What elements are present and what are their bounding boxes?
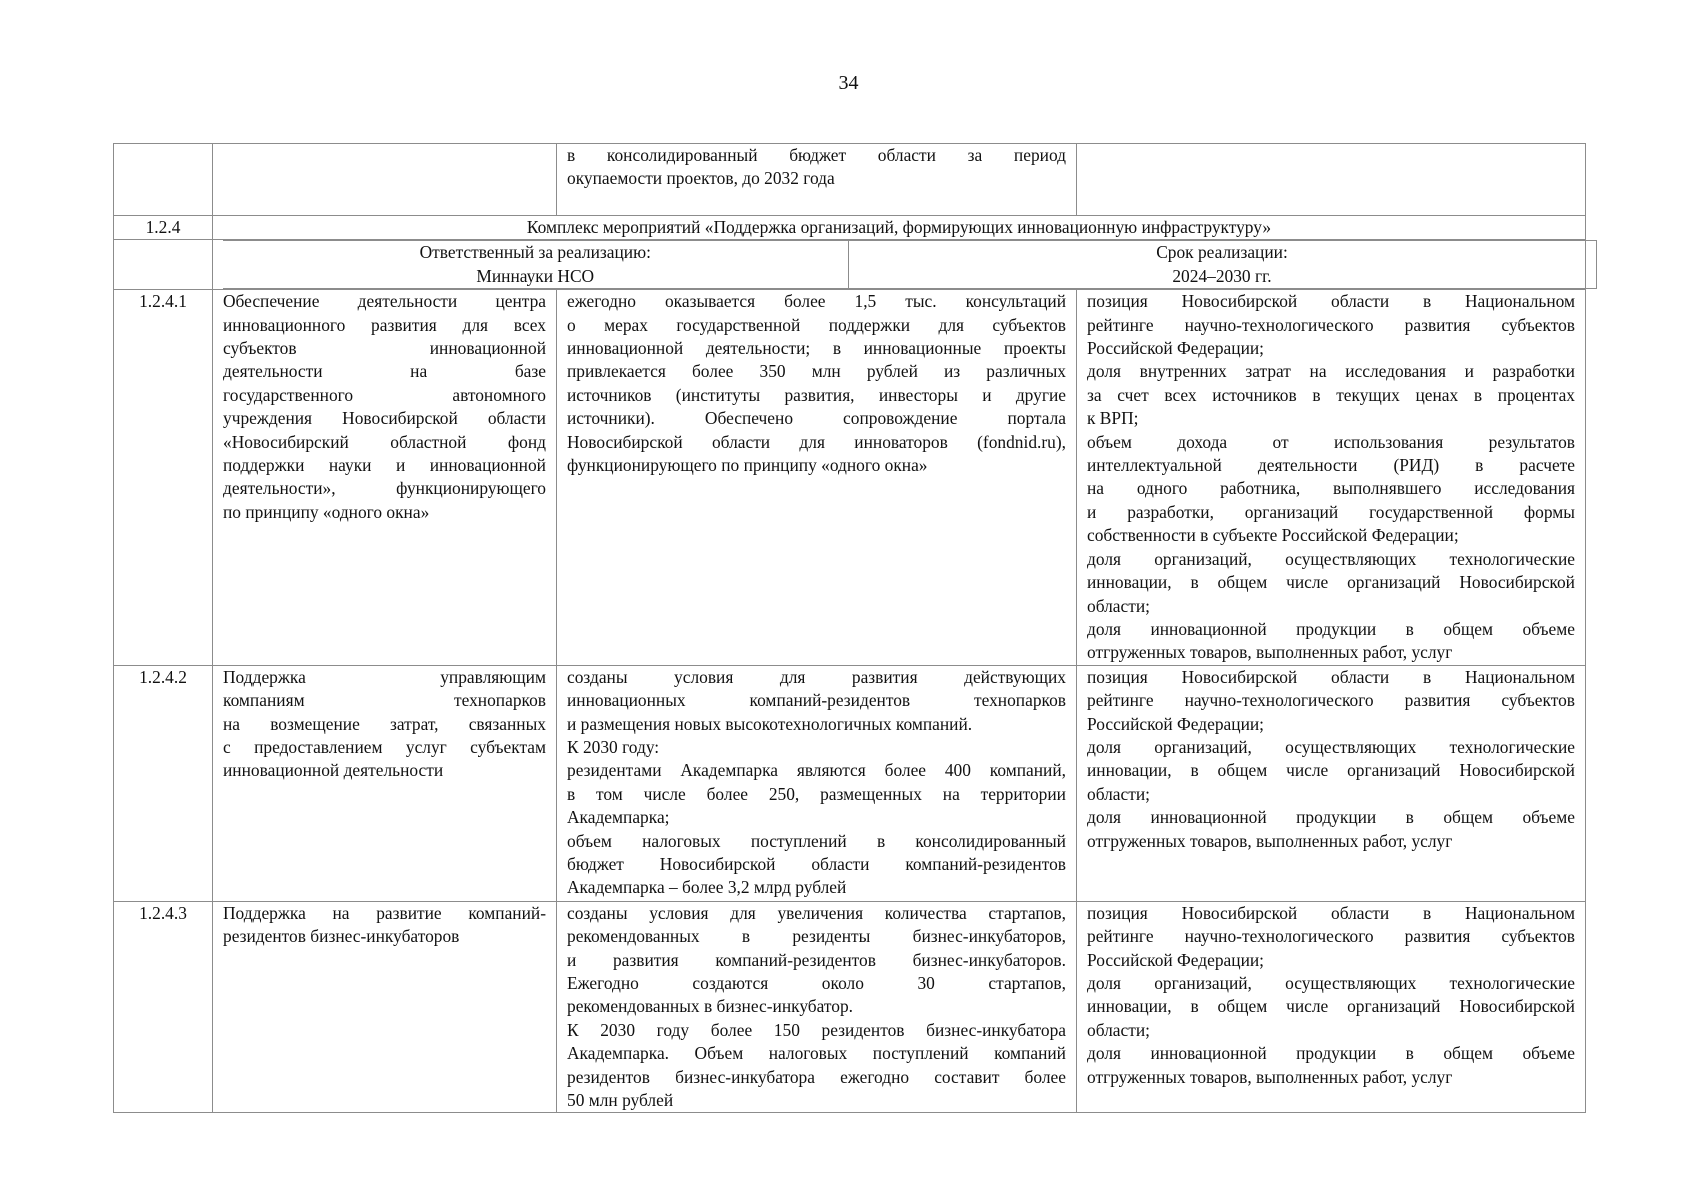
text-line: доля инновационной продукции в общем объеме [1087, 1043, 1575, 1064]
text-line: К 2030 году: [567, 736, 660, 757]
text-line: инновации, в общем числе организаций Новосибирской [1087, 572, 1575, 593]
text-line: окупаемости проектов, до 2032 года [567, 168, 835, 189]
page-number: 34 [838, 72, 859, 94]
text-line: резидентов бизнес-инкубатора ежегодно составит более [567, 1066, 1066, 1087]
section-number: 1.2.4 [114, 216, 213, 240]
text-line: Поддержка на развитие компаний- [223, 902, 546, 923]
num-cell [114, 144, 213, 216]
name-cell [213, 290, 557, 666]
table-row [114, 901, 1586, 1113]
text-line: отгруженных товаров, выполненных работ, услуг [1087, 642, 1453, 663]
text-line: рейтинге научно-технологического развития субъектов [1087, 314, 1575, 335]
text-line: бюджет Новосибирской области компаний-резидентов [567, 853, 1066, 874]
text-line: объем налоговых поступлений в консолидированный [567, 830, 1066, 851]
text-line: отгруженных товаров, выполненных работ, услуг [1087, 830, 1453, 851]
text-line: 50 млн рублей [567, 1089, 674, 1110]
text-line: области; [1087, 783, 1150, 804]
text-line: о мерах государственной поддержки для субъектов [567, 314, 1066, 335]
section-title: Комплекс мероприятий «Поддержка организаций, формирующих инновационную инфраструктуру» [213, 216, 1586, 240]
text-line: по принципу «одного окна» [223, 501, 430, 522]
row-number: 1.2.4.2 [114, 665, 213, 901]
text-line: Поддержка управляющим [223, 666, 546, 687]
text-line: доля внутренних затрат на исследования и разработки [1087, 361, 1575, 382]
indicators-cell [1077, 665, 1586, 901]
text-line: Обеспечение деятельности центра [223, 291, 546, 312]
responsible-block [223, 241, 848, 289]
text-line: К 2030 году более 150 резидентов бизнес-инкубатора [567, 1019, 1066, 1040]
result-cell [557, 665, 1077, 901]
text-line: собственности в субъекте Российской Федерации; [1087, 525, 1459, 546]
text-line: Российской Федерации; [1087, 949, 1265, 970]
measures-table [113, 143, 1586, 1113]
text-line: доля организаций, осуществляющих технологические [1087, 736, 1575, 757]
responsible-subtable [223, 240, 1597, 289]
text-line: Академпарка; [567, 807, 670, 828]
text-line: учреждения Новосибирской области [223, 408, 546, 429]
text-line: инновации, в общем числе организаций Новосибирской [1087, 760, 1575, 781]
text-line: созданы условия для увеличения количества стартапов, [567, 902, 1066, 923]
text-line: Российской Федерации; [1087, 338, 1265, 359]
indicators-cell [1077, 901, 1586, 1113]
text-line: с предоставлением услуг субъектам [223, 736, 546, 757]
text-line: доля организаций, осуществляющих технологические [1087, 972, 1575, 993]
text-line: позиция Новосибирской области в Национальном [1087, 666, 1575, 687]
responsible-label: Ответственный за реализацию: [419, 242, 651, 263]
text-line: субъектов инновационной [223, 338, 546, 359]
text-line: ежегодно оказывается более 1,5 тыс. консультаций [567, 291, 1066, 312]
text-line: на возмещение затрат, связанных [223, 713, 546, 734]
table-row [114, 665, 1586, 901]
text-line: привлекается более 350 млн рублей из различных [567, 361, 1066, 382]
text-line: на одного работника, выполнявшего исследования [1087, 478, 1575, 499]
term-label: Срок реализации: [1156, 242, 1288, 263]
result-cell [557, 290, 1077, 666]
text-line: инновационной деятельности; в инновационные проекты [567, 338, 1066, 359]
row-number: 1.2.4.1 [114, 290, 213, 666]
table-row [114, 290, 1586, 666]
text-line: и размещения новых высокотехнологичных компаний. [567, 713, 973, 734]
name-cell [213, 144, 557, 216]
text-line: и разработки, организаций государственной формы [1087, 501, 1575, 522]
text-line: государственного автономного [223, 384, 546, 405]
text-line: источники). Обеспечено сопровождение портала [567, 408, 1066, 429]
text-line: отгруженных товаров, выполненных работ, услуг [1087, 1066, 1453, 1087]
text-line: рекомендованных в резиденты бизнес-инкубаторов, [567, 926, 1066, 947]
text-line: инновационной деятельности [223, 760, 444, 781]
responsible-cell [213, 240, 1586, 290]
text-line: доля инновационной продукции в общем объеме [1087, 618, 1575, 639]
text-line: Новосибирской области для инноваторов (fondnid.ru), [567, 431, 1066, 452]
text-line: резидентов бизнес-инкубаторов [223, 926, 460, 947]
text-line: интеллектуальной деятельности (РИД) в расчете [1087, 455, 1575, 476]
name-cell [213, 665, 557, 901]
name-cell [213, 901, 557, 1113]
text-line: доля организаций, осуществляющих технологические [1087, 548, 1575, 569]
indicators-cell [1077, 144, 1586, 216]
text-line: в том числе более 250, размещенных на территории [567, 783, 1066, 804]
continuation-row [114, 144, 1586, 216]
text-line: «Новосибирский областной фонд [223, 431, 546, 452]
responsible-value: Миннауки НСО [476, 265, 595, 286]
term-value: 2024–2030 гг. [1172, 265, 1272, 286]
result-cell [557, 144, 1077, 216]
text-line: к ВРП; [1087, 408, 1139, 429]
section-header-row [114, 216, 1586, 240]
text-line: деятельности на базе [223, 361, 546, 382]
text-line: за счет всех источников в текущих ценах в процентах [1087, 384, 1575, 405]
text-line: Академпарка – более 3,2 млрд рублей [567, 877, 847, 898]
text-line: инновационного развития для всех [223, 314, 546, 335]
text-line: рейтинге научно-технологического развития субъектов [1087, 926, 1575, 947]
text-line: позиция Новосибирской области в Национальном [1087, 902, 1575, 923]
result-cell [557, 901, 1077, 1113]
text-line: созданы условия для развития действующих [567, 666, 1066, 687]
text-line: поддержки науки и инновационной [223, 455, 546, 476]
text-line: инновационных компаний-резидентов технопарков [567, 690, 1066, 711]
text-line: Ежегодно создаются около 30 стартапов, [567, 972, 1066, 993]
text-line: Российской Федерации; [1087, 713, 1265, 734]
text-line: объем дохода от использования результатов [1087, 431, 1575, 452]
text-line: Академпарка. Объем налоговых поступлений компаний [567, 1043, 1066, 1064]
responsible-row [114, 240, 1586, 290]
text-line: рекомендованных в бизнес-инкубатор. [567, 996, 854, 1017]
text-line: области; [1087, 595, 1150, 616]
text-line: источников (институты развития, инвесторы и другие [567, 384, 1066, 405]
text-line: в консолидированный бюджет области за период [567, 145, 1066, 165]
text-line: и развития компаний-резидентов бизнес-инкубаторов. [567, 949, 1066, 970]
text-line: рейтинге научно-технологического развития субъектов [1087, 690, 1575, 711]
text-line: деятельности», функционирующего [223, 478, 546, 499]
text-line: резидентами Академпарка являются более 400 компаний, [567, 760, 1066, 781]
text-line: инновации, в общем числе организаций Новосибирской [1087, 996, 1575, 1017]
text-line: компаниям технопарков [223, 690, 546, 711]
text-line: позиция Новосибирской области в Национальном [1087, 291, 1575, 312]
text-line: области; [1087, 1019, 1150, 1040]
text-line: функционирующего по принципу «одного окна» [567, 455, 928, 476]
term-block [848, 241, 1596, 289]
text-line: доля инновационной продукции в общем объеме [1087, 807, 1575, 828]
row-number: 1.2.4.3 [114, 901, 213, 1113]
indicators-cell [1077, 290, 1586, 666]
num-cell [114, 240, 213, 290]
